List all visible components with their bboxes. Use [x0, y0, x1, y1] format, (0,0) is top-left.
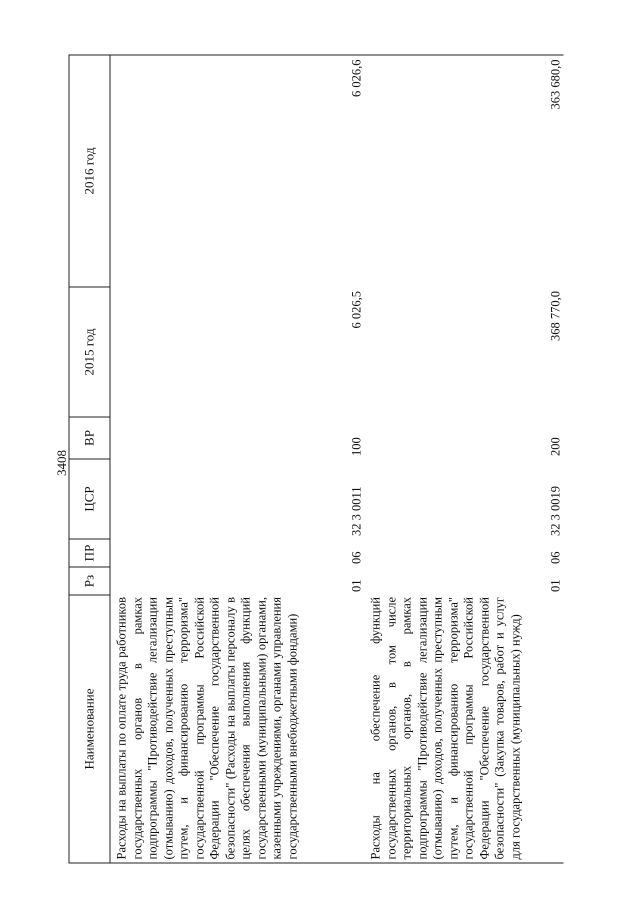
- row-pr: 06: [548, 551, 563, 564]
- row-vr: 200: [548, 437, 563, 456]
- table-row: [110, 55, 365, 863]
- row-2016: 363 680,0: [365, 55, 564, 287]
- budget-table: [69, 55, 564, 864]
- row-name: Расходы на выплаты по оплате труда работников государственных органов в рамках подпрограммы "Противодействие легализации (отмыванию) доходов, полученных преступным путем, и финансированию терроризма" государственной программы Российской Федерации "Обеспечение государственной безопасности" (Расходы на выплаты персоналу в целях обеспечения выполнения функций государственными (муниципальными) органами, казенными учреждениями, органами управления государственными внебюджетными фондами): [110, 595, 365, 863]
- budget-table-rotated: [69, 56, 563, 864]
- row-rz: 01: [349, 579, 364, 592]
- row-pr: 06: [349, 551, 364, 564]
- header-name: Наименование: [69, 595, 110, 863]
- row-vr: 100: [349, 437, 364, 456]
- row-csr: 32 3 0011: [349, 486, 364, 536]
- row-name: Расходы на обеспечение функций государственных органов, в том числе территориальных органов, в рамках подпрограммы "Противодействие легализации (отмыванию) доходов, полученных преступным путем, и финансированию терроризма" государственной программы Российской Федерации "Обеспечение государственной безопасности" (Закупка товаров, работ и услуг для государственных (муниципальных) нужд): [365, 595, 564, 863]
- row-2015: 368 770,0: [548, 291, 563, 341]
- header-csr: ЦСР: [69, 459, 110, 539]
- header-2015: 2015 год: [69, 287, 110, 417]
- table-header-row: [69, 55, 110, 863]
- page-number: 3408: [54, 450, 69, 476]
- header-2016: 2016 год: [69, 55, 110, 287]
- row-csr: 32 3 0019: [548, 486, 563, 536]
- header-rz: Рз: [69, 567, 110, 595]
- table-row: [365, 55, 564, 863]
- row-rz: 01: [548, 579, 563, 592]
- header-vr: ВР: [69, 417, 110, 459]
- row-2015: 6 026,5: [349, 291, 364, 329]
- row-2016: 6 026,6: [110, 55, 365, 287]
- header-pr: ПР: [69, 539, 110, 567]
